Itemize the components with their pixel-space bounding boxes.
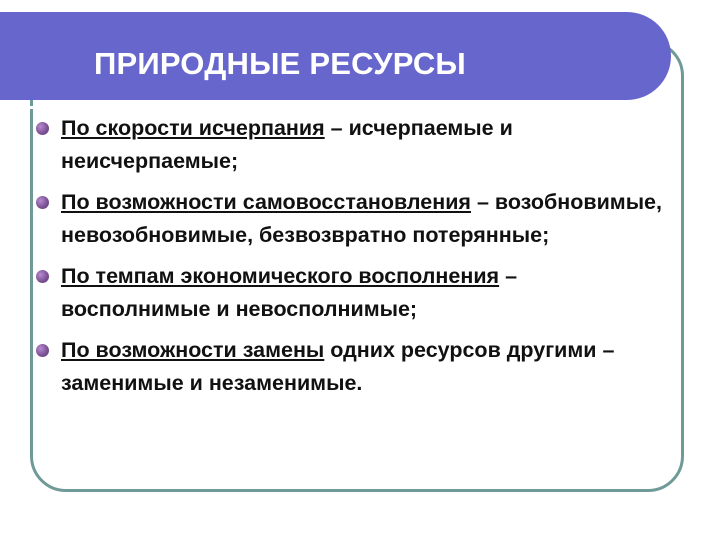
slide-title: ПРИРОДНЫЕ РЕСУРСЫ	[94, 46, 466, 81]
bullet-item-self-restoration	[36, 186, 666, 252]
bullet-dot-icon	[36, 122, 49, 135]
title-underline	[0, 106, 638, 109]
bullet-dot-icon	[36, 196, 49, 209]
bullet-list	[36, 112, 666, 408]
bullet-dot-icon	[36, 344, 49, 357]
item-text: – возобновимые, невозобновимые, безвозвратно потерянные;	[61, 190, 662, 247]
item-lead: По возможности самовосстановления	[61, 190, 471, 214]
item-text: одних ресурсов другими – заменимые и незаменимые.	[61, 338, 615, 395]
bullet-dot-icon	[36, 270, 49, 283]
bullet-item-replaceability	[36, 334, 666, 400]
item-lead: По темпам экономического восполнения	[61, 264, 500, 288]
title-bar	[0, 12, 671, 100]
item-text: – восполнимые и невосполнимые;	[61, 264, 518, 321]
item-lead: По возможности замены	[61, 338, 325, 362]
bullet-item-exhaustion	[36, 112, 666, 178]
bullet-item-economic-replenishment	[36, 260, 666, 326]
item-lead: По скорости исчерпания	[61, 116, 325, 140]
item-text: – исчерпаемые и неисчерпаемые;	[61, 116, 513, 173]
